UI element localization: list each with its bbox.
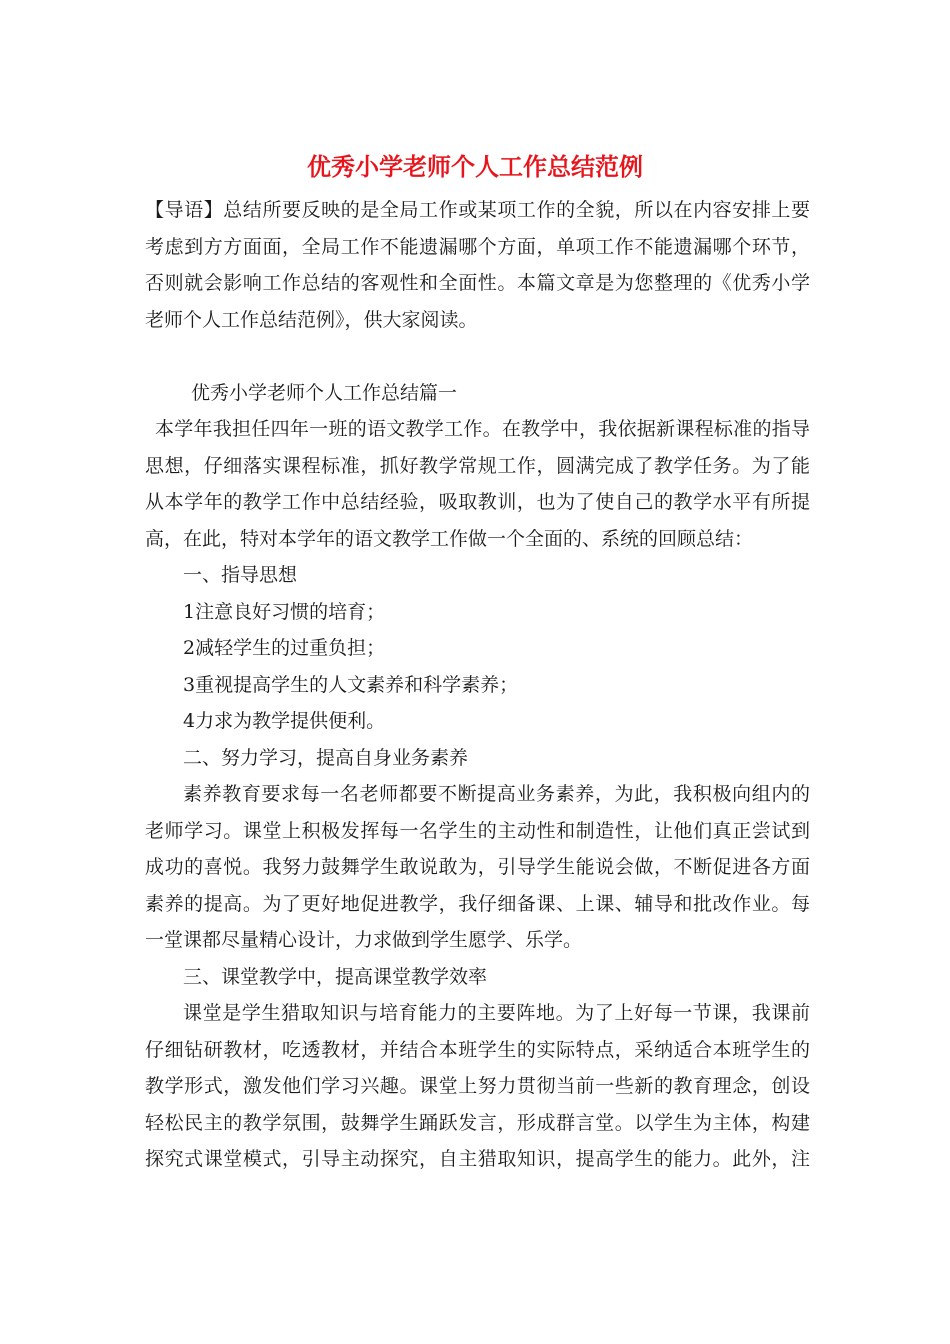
paragraph-line: 一堂课都尽量精心设计，力求做到学生愿学、乐学。: [145, 929, 583, 951]
intro-line-4: 老师个人工作总结范例》，供大家阅读。: [145, 308, 478, 331]
subheading-2: 二、努力学习，提高自身业务素养: [183, 746, 469, 769]
paragraph-line: 素养的提高。为了更好地促进教学，我仔细备课、上课、辅导和批改作业。每: [145, 892, 810, 915]
intro-line-1: 【导语】总结所要反映的是全局工作或某项工作的全貌，所以在内容安排上要: [145, 199, 810, 221]
paragraph-line: 轻松民主的教学氛围，鼓舞学生踊跃发言，形成群言堂。以学生为主体，构建: [145, 1111, 810, 1134]
section-heading: 优秀小学老师个人工作总结篇一: [191, 381, 458, 404]
subheading-3: 三、课堂教学中，提高课堂教学效率: [183, 965, 488, 988]
paragraph-line: 从本学年的教学工作中总结经验，吸取教训，也为了使自己的教学水平有所提: [145, 491, 810, 513]
paragraph-line: 教学形式，激发他们学习兴趣。课堂上努力贯彻当前一些新的教育理念，创设: [145, 1075, 810, 1097]
paragraph-line: 探究式课堂模式，引导主动探究，自主猎取知识，提高学生的能力。此外，注: [145, 1148, 810, 1170]
list-item-3: 3重视提高学生的人文素养和科学素养；: [183, 673, 519, 696]
intro-line-2: 考虑到方方面面，全局工作不能遗漏哪个方面，单项工作不能遗漏哪个环节，: [145, 235, 810, 258]
paragraph-line: 思想，仔细落实课程标准，抓好教学常规工作，圆满完成了教学任务。为了能: [145, 454, 810, 477]
document-title: 优秀小学老师个人工作总结范例: [307, 152, 643, 181]
paragraph-line: 仔细钻研教材，吃透教材，并结合本班学生的实际特点，采纳适合本班学生的: [145, 1038, 810, 1061]
paragraph-line: 高，在此，特对本学年的语文教学工作做一个全面的、系统的回顾总结：: [145, 527, 754, 550]
paragraph-line: 本学年我担任四年一班的语文教学工作。在教学中，我依据新课程标准的指导: [155, 418, 810, 440]
paragraph-line: 老师学习。课堂上积极发挥每一名学生的主动性和制造性，让他们真正尝试到: [145, 819, 810, 842]
intro-line-3: 否则就会影响工作总结的客观性和全面性。本篇文章是为您整理的《优秀小学: [145, 272, 810, 294]
blank-line: [145, 338, 810, 375]
list-item-2: 2减轻学生的过重负担；: [183, 637, 386, 659]
paragraph-line: 素养教育要求每一名老师都要不断提高业务素养，为此，我积极向组内的: [183, 783, 810, 805]
subheading-1: 一、指导思想: [183, 564, 298, 586]
list-item-4: 4力求为教学提供便利。: [183, 710, 386, 732]
list-item-1: 1注意良好习惯的培育；: [183, 600, 386, 623]
paragraph-line: 成功的喜悦。我努力鼓舞学生敢说敢为，引导学生能说会做，不断促进各方面: [145, 856, 810, 878]
document-body: [145, 192, 810, 1178]
paragraph-line: 课堂是学生猎取知识与培育能力的主要阵地。为了上好每一节课，我课前: [183, 1002, 810, 1024]
